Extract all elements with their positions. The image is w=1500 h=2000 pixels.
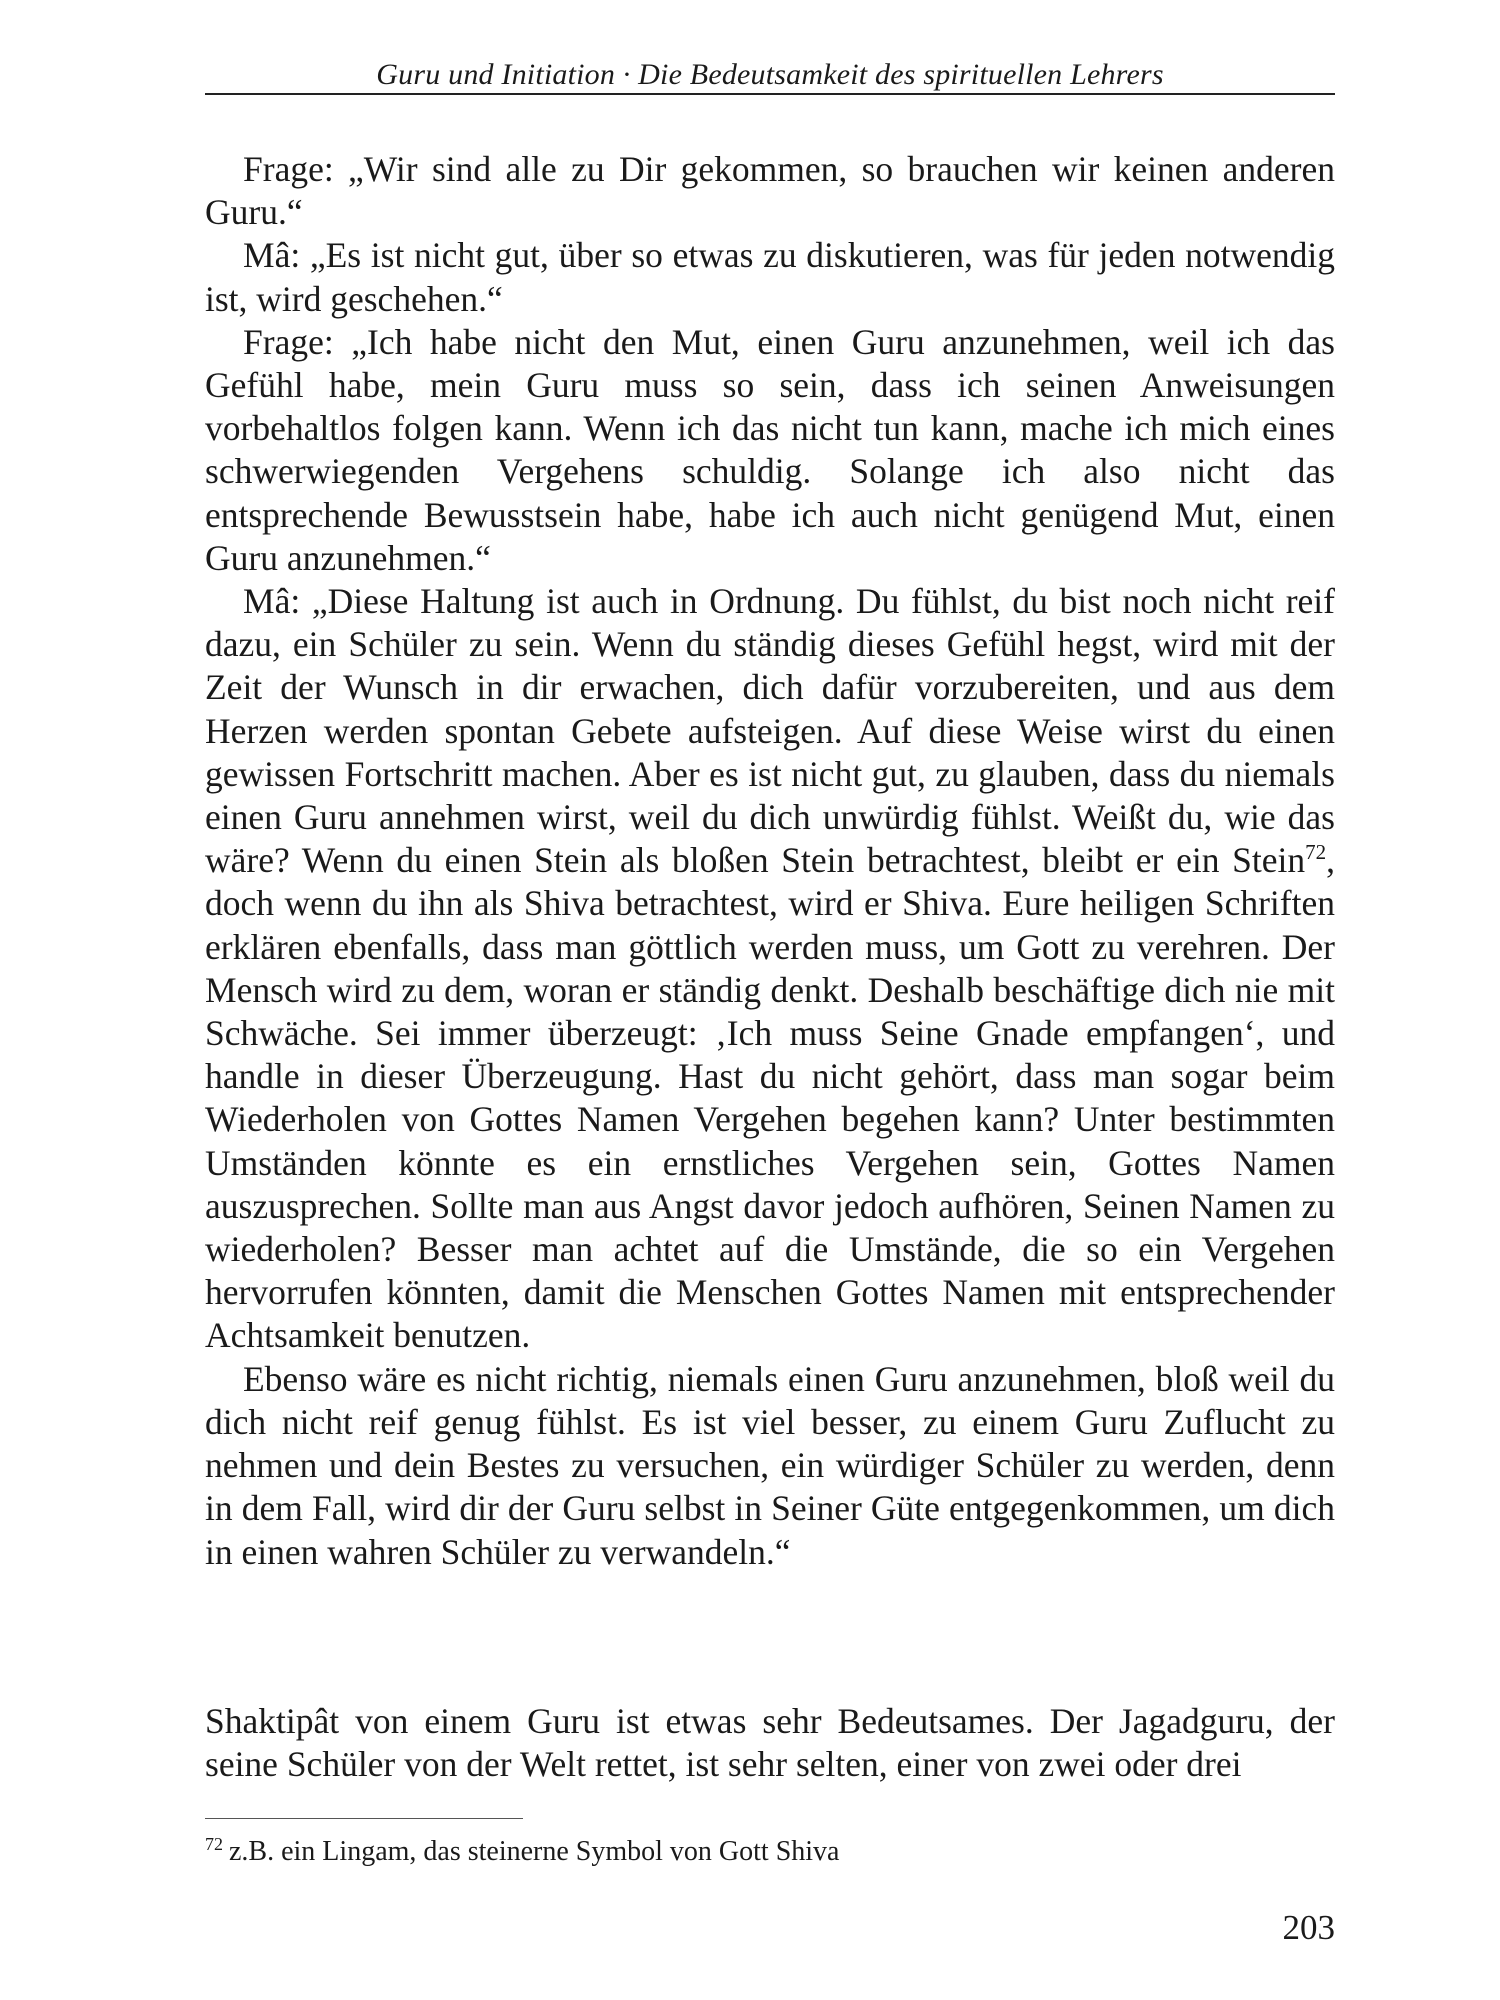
answer-2-text-part-2: , doch wenn du ihn als Shiva betrachtest, wird er Shiva. Eure heiligen Schriften erklären ebenfalls, dass man göttlich werden muss, um Gott zu verehren. Der Mensch wird zu dem, woran er ständig denkt. Deshalb beschäftige dich nie mit Schwäche. Sei immer überzeugt: ‚Ich muss Seine Gnade empfangen‘, und handle in dieser Überzeugung. Hast du nicht gehört, dass man sogar beim Wiederholen von Gottes Namen Vergehen begehen kann? Unter bestimmten Umständen könnte es ein ernstliches Vergehen sein, Gottes Namen auszusprechen. Sollte man aus Angst davor jedoch aufhören, Seinen Namen zu wiederholen? Besser man achtet auf die Umstände, die so ein Vergehen hervorrufen könnten, damit die Menschen Gottes Namen mit entsprechender Achtsamkeit benutzen.	[205, 840, 1335, 1356]
paragraph-question-1: Frage: „Wir sind alle zu Dir gekommen, so brauchen wir keinen anderen Guru.“	[205, 149, 1335, 233]
footnote	[205, 1834, 1335, 1870]
paragraph-question-2: Frage: „Ich habe nicht den Mut, einen Guru anzunehmen, weil ich das Gefühl habe, mein Guru muss so sein, dass ich seinen Anweisungen vorbehaltlos folgen kann. Wenn ich das nicht tun kann, mache ich mich eines schwerwiegenden Vergehens schuldig. Solange ich also nicht das entsprechende Bewusstsein habe, habe ich auch nicht genügend Mut, einen Guru anzunehmen.“	[205, 321, 1335, 578]
page-number: 203	[1282, 1908, 1335, 1947]
footnote-text: z.B. ein Lingam, das steinerne Symbol von Gott Shiva	[229, 1836, 840, 1867]
footnote-number: 72	[205, 1833, 223, 1854]
running-head: Guru und Initiation · Die Bedeutsamkeit des spirituellen Lehrers	[376, 58, 1164, 91]
paragraph-answer-1: Mâ: „Es ist nicht gut, über so etwas zu diskutieren, was für jeden notwendig ist, wird geschehen.“	[205, 235, 1335, 319]
footnote-reference[interactable]: 72	[1305, 840, 1327, 865]
answer-2-text-part-1: Mâ: „Diese Haltung ist auch in Ordnung. Du fühlst, du bist noch nicht reif dazu, ein Schüler zu sein. Wenn du ständig dieses Gefühl hegst, wird mit der Zeit der Wunsch in dir erwachen, dich dafür vorzubereiten, und aus dem Herzen werden spontan Gebete aufsteigen. Auf diese Weise wirst du einen gewissen Fortschritt machen. Aber es ist nicht gut, zu glauben, dass du niemals einen Guru annehmen wirst, weil du dich unwürdig fühlst. Weißt du, wie das wäre? Wenn du einen Stein als bloßen Stein betrachtest, bleibt er ein Stein	[205, 581, 1335, 881]
section-paragraph: Shaktipât von einem Guru ist etwas sehr Bedeutsames. Der Jagadguru, der seine Schüler von der Welt rettet, ist sehr selten, einer von zwei oder drei	[205, 1701, 1335, 1785]
paragraph-answer-2	[205, 580, 1335, 1358]
footnote-rule	[205, 1818, 523, 1819]
main-text	[205, 148, 1335, 1574]
header-rule	[205, 93, 1335, 95]
paragraph-answer-2-continued: Ebenso wäre es nicht richtig, niemals einen Guru anzunehmen, bloß weil du dich nicht reif genug fühlst. Es ist viel besser, zu einem Guru Zuflucht zu nehmen und dein Bestes zu versuchen, ein würdiger Schüler zu werden, denn in dem Fall, wird dir der Guru selbst in Seiner Güte entgegenkommen, um dich in einen wahren Schüler zu verwandeln.“	[205, 1358, 1335, 1572]
section-start	[205, 1700, 1335, 1786]
